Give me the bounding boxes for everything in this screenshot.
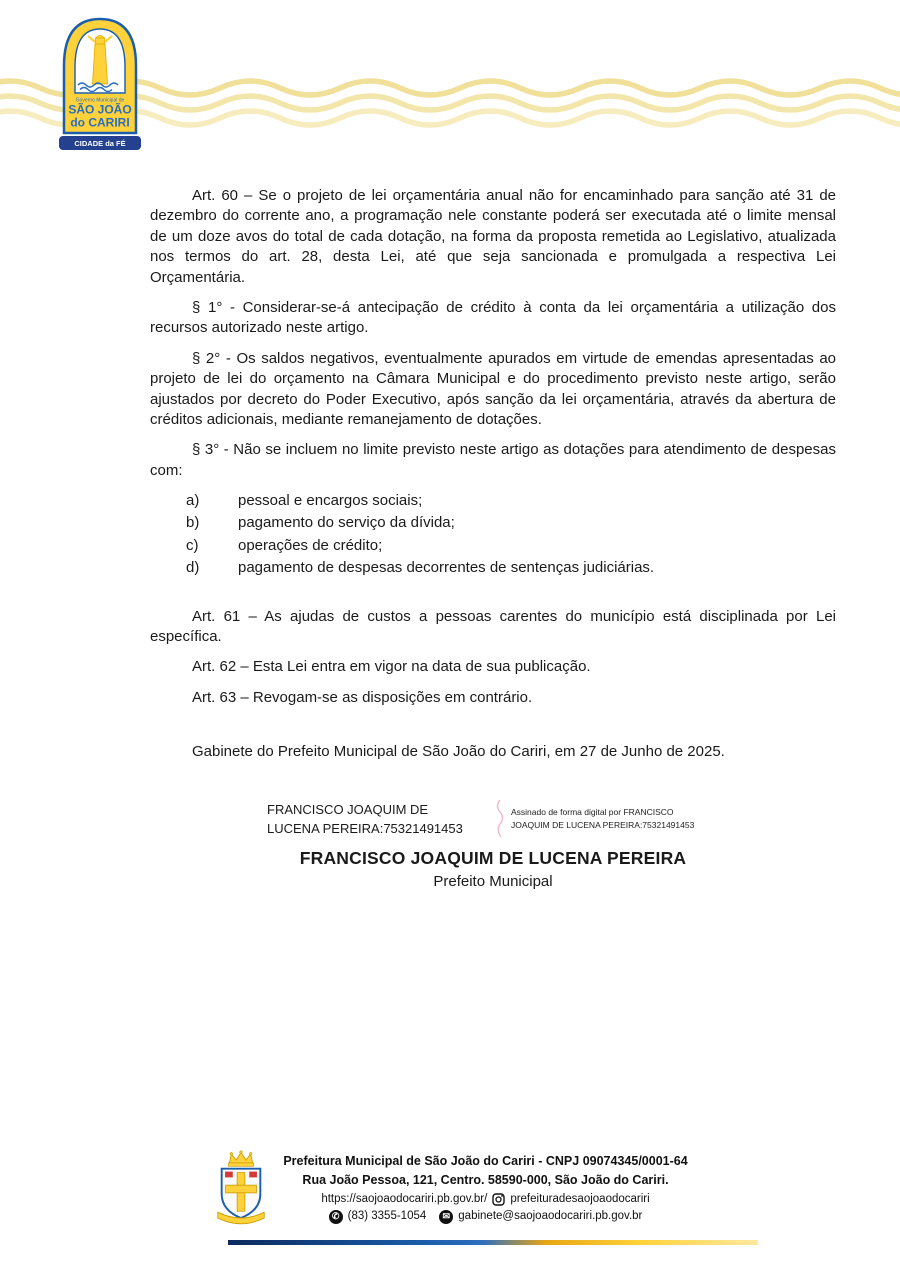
list-item-marker: d) <box>186 559 200 577</box>
footer-web-line <box>283 1191 687 1209</box>
digital-signature-name-line2: LUCENA PEREIRA:75321491453 <box>267 821 463 836</box>
footer-org-line: Prefeitura Municipal de São João do Cariri - CNPJ 09074345/0001-64 <box>283 1153 688 1168</box>
list-item-text: pagamento do serviço da dívida; <box>238 514 455 532</box>
instagram-icon <box>492 1193 505 1206</box>
logo-city-name-line1: SÃO JOÃO <box>68 102 132 117</box>
phone-icon: ✆ <box>329 1210 343 1224</box>
list-item <box>186 536 836 556</box>
digital-signature <box>150 798 836 840</box>
document-body <box>150 186 836 773</box>
crown-icon <box>229 1151 254 1166</box>
paragraph-art-61: Art. 61 – As ajudas de custos a pessoas carentes do município está disciplinada por Lei específica. <box>150 607 836 646</box>
footer-text <box>283 1152 687 1226</box>
logo-city-name-line2: do CARIRI <box>70 115 130 130</box>
digital-signature-note <box>511 806 719 832</box>
paragraph-par-3: § 3° - Não se incluem no limite previsto neste artigo as dotações para atendimento de despesas com: <box>150 441 836 479</box>
logo-government-text: Governo Municipal de <box>75 97 125 104</box>
list-item-marker: a) <box>186 492 200 510</box>
digital-signature-note-line2: JOAQUIM DE LUCENA PEREIRA:75321491453 <box>511 820 695 830</box>
list-item-text: operações de crédito; <box>238 536 383 554</box>
paragraph-art-62: Art. 62 – Esta Lei entra em vigor na data de sua publicação. <box>192 658 591 676</box>
paragraph-art-60: Art. 60 – Se o projeto de lei orçamentária anual não for encaminhado para sanção até 31 de dezembro do corrente ano, a programação nele constante poderá ser executada até o limite mensal de um doze avos do total de cada dotação, na forma da proposta remetida ao Legislativo, atualizada nos termos do art. 28, desta Lei, até que seja sancionada e promulgada a respectiva Lei Orçamentária. <box>150 187 836 286</box>
digital-signature-note-line1: Assinado de forma digital por FRANCISCO <box>511 806 674 817</box>
footer-website: https://saojoaodocariri.pb.gov.br/ <box>321 1192 488 1205</box>
list-item-text: pessoal e encargos sociais; <box>238 492 423 510</box>
email-icon: ✉ <box>439 1210 453 1224</box>
footer-email: gabinete@saojoaodocariri.pb.gov.br <box>458 1210 643 1223</box>
digital-signature-name <box>267 800 489 839</box>
list-item <box>186 491 836 511</box>
signature-mark-icon <box>493 798 507 840</box>
footer-contact-line <box>283 1208 687 1226</box>
signer-role: Prefeito Municipal <box>433 873 553 890</box>
signature-block <box>150 798 836 890</box>
footer-instagram-handle: prefeituradesaojoaodocariri <box>510 1192 650 1205</box>
list-item-marker: b) <box>186 514 200 532</box>
paragraph-par-2: § 2° - Os saldos negativos, eventualmente apurados em virtude de emendas apresentadas ao projeto de lei do orçamento na Câmara Municipal e do procedimento previsto neste artigo, serão ajustados por decreto do Poder Executivo, após sanção da lei orçamentária, através da abertura de créditos adicionais, mediante remanejamento de dotações. <box>150 349 836 428</box>
municipality-logo <box>54 14 146 168</box>
paragraph-gabinete: Gabinete do Prefeito Municipal de São João do Cariri, em 27 de Junho de 2025. <box>192 743 725 761</box>
list-item <box>186 558 836 578</box>
paragraph-par-1: § 1° - Considerar-se-á antecipação de crédito à conta da lei orçamentária a utilização dos recursos autorizado neste artigo. <box>150 298 836 337</box>
footer-address-line: Rua João Pessoa, 121, Centro. 58590-000, São João do Cariri. <box>302 1173 669 1188</box>
coat-of-arms-logo <box>212 1150 270 1228</box>
signer-name: FRANCISCO JOAQUIM DE LUCENA PEREIRA <box>299 848 687 868</box>
digital-signature-name-line1: FRANCISCO JOAQUIM DE <box>267 801 429 817</box>
shield-quarter <box>225 1172 233 1178</box>
paragraph-art-63: Art. 63 – Revogam-se as disposições em contrário. <box>192 688 533 706</box>
expense-list <box>186 491 836 579</box>
footer-phone: (83) 3355-1054 <box>347 1210 427 1223</box>
logo-banner-text: CIDADE da FÉ <box>74 139 126 148</box>
list-item <box>186 513 836 533</box>
shield-quarter <box>250 1172 258 1178</box>
footer <box>0 1150 900 1228</box>
list-item-marker: c) <box>186 536 199 554</box>
list-item-text: pagamento de despesas decorrentes de sentenças judiciárias. <box>238 559 655 577</box>
footer-gradient-bar <box>228 1240 758 1245</box>
